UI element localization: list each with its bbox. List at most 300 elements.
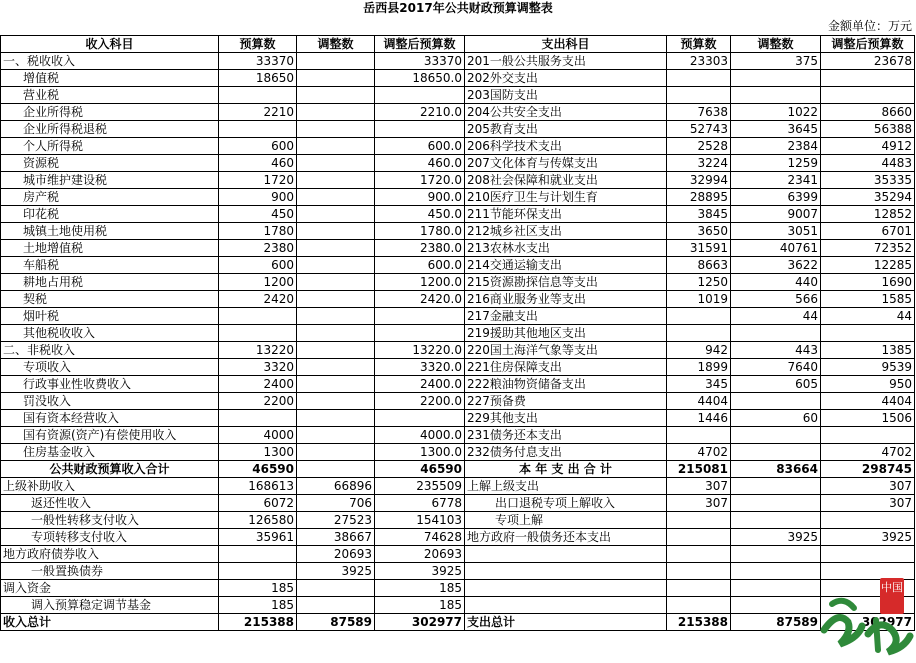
cell-expense-budget xyxy=(667,512,731,529)
cell-income-budget xyxy=(219,87,297,104)
cell-expense-adjust xyxy=(731,546,821,563)
table-row xyxy=(1,597,915,614)
cell-expense-after: 4404 xyxy=(821,393,915,410)
cell-expense-after xyxy=(821,512,915,529)
cell-expense-item: 211节能环保支出 xyxy=(465,206,667,223)
table-row xyxy=(1,189,915,206)
cell-expense-adjust xyxy=(731,478,821,495)
cell-expense-item: 205教育支出 xyxy=(465,121,667,138)
table-row xyxy=(1,325,915,342)
cell-expense-item: 212城乡社区支出 xyxy=(465,223,667,240)
cell-expense-adjust: 443 xyxy=(731,342,821,359)
cell-expense-adjust: 1022 xyxy=(731,104,821,121)
cell-income-adjust xyxy=(297,121,375,138)
cell-expense-adjust xyxy=(731,325,821,342)
cell-income-after: 46590 xyxy=(375,461,465,478)
cell-expense-item: 201一般公共服务支出 xyxy=(465,53,667,70)
cell-income-after xyxy=(375,410,465,427)
cell-expense-after xyxy=(821,70,915,87)
cell-income-item: 调入资金 xyxy=(1,580,219,597)
cell-income-after: 2400.0 xyxy=(375,376,465,393)
cell-expense-adjust: 40761 xyxy=(731,240,821,257)
cell-income-after: 2420.0 xyxy=(375,291,465,308)
cell-income-item: 收入总计 xyxy=(1,614,219,631)
cell-income-after: 154103 xyxy=(375,512,465,529)
cell-income-budget xyxy=(219,308,297,325)
cell-income-budget xyxy=(219,325,297,342)
cell-expense-budget xyxy=(667,87,731,104)
cell-income-after: 33370 xyxy=(375,53,465,70)
cell-income-adjust xyxy=(297,104,375,121)
cell-expense-item: 227预备费 xyxy=(465,393,667,410)
table-row xyxy=(1,342,915,359)
cell-expense-item: 202外交支出 xyxy=(465,70,667,87)
cell-expense-item xyxy=(465,580,667,597)
cell-income-budget: 2210 xyxy=(219,104,297,121)
cell-expense-after: 35294 xyxy=(821,189,915,206)
cell-income-adjust: 20693 xyxy=(297,546,375,563)
table-row xyxy=(1,461,915,478)
cell-expense-after: 9539 xyxy=(821,359,915,376)
cell-income-item: 地方政府债券收入 xyxy=(1,546,219,563)
cell-expense-after: 302977 xyxy=(821,614,915,631)
cell-expense-adjust: 3051 xyxy=(731,223,821,240)
cell-expense-after: 3925 xyxy=(821,529,915,546)
cell-income-item: 行政事业性收费收入 xyxy=(1,376,219,393)
cell-income-item: 企业所得税退税 xyxy=(1,121,219,138)
cell-expense-item: 219援助其他地区支出 xyxy=(465,325,667,342)
cell-income-budget: 13220 xyxy=(219,342,297,359)
cell-expense-budget: 215388 xyxy=(667,614,731,631)
cell-expense-adjust xyxy=(731,444,821,461)
table-row xyxy=(1,546,915,563)
cell-income-adjust xyxy=(297,53,375,70)
cell-expense-item: 221住房保障支出 xyxy=(465,359,667,376)
cell-income-adjust xyxy=(297,461,375,478)
cell-expense-adjust xyxy=(731,597,821,614)
cell-income-item: 上级补助收入 xyxy=(1,478,219,495)
cell-expense-after: 4483 xyxy=(821,155,915,172)
table-row xyxy=(1,512,915,529)
cell-expense-item: 207文化体育与传媒支出 xyxy=(465,155,667,172)
cell-expense-adjust xyxy=(731,512,821,529)
table-row xyxy=(1,172,915,189)
cell-expense-budget: 31591 xyxy=(667,240,731,257)
cell-expense-after: 12285 xyxy=(821,257,915,274)
cell-expense-adjust xyxy=(731,495,821,512)
cell-expense-after: 950 xyxy=(821,376,915,393)
cell-expense-adjust: 2384 xyxy=(731,138,821,155)
cell-expense-after: 307 xyxy=(821,495,915,512)
cell-income-budget: 185 xyxy=(219,597,297,614)
cell-income-adjust xyxy=(297,291,375,308)
cell-expense-budget: 1446 xyxy=(667,410,731,427)
cell-income-item: 契税 xyxy=(1,291,219,308)
cell-income-adjust: 66896 xyxy=(297,478,375,495)
header-row xyxy=(1,36,915,53)
cell-income-budget xyxy=(219,121,297,138)
cell-income-item: 公共财政预算收入合计 xyxy=(1,461,219,478)
cell-income-adjust xyxy=(297,308,375,325)
cell-expense-budget xyxy=(667,427,731,444)
budget-table xyxy=(0,35,915,631)
cell-income-adjust: 3925 xyxy=(297,563,375,580)
cell-income-after: 450.0 xyxy=(375,206,465,223)
cell-income-budget: 2380 xyxy=(219,240,297,257)
cell-income-item: 国有资本经营收入 xyxy=(1,410,219,427)
cell-expense-item: 支出总计 xyxy=(465,614,667,631)
cell-expense-adjust: 2341 xyxy=(731,172,821,189)
cell-income-after: 3320.0 xyxy=(375,359,465,376)
cell-income-budget xyxy=(219,563,297,580)
cell-expense-adjust xyxy=(731,393,821,410)
cell-expense-item: 222粮油物资储备支出 xyxy=(465,376,667,393)
cell-income-after: 2380.0 xyxy=(375,240,465,257)
cell-income-adjust xyxy=(297,87,375,104)
cell-income-adjust xyxy=(297,444,375,461)
cell-expense-budget: 3650 xyxy=(667,223,731,240)
cell-income-budget: 126580 xyxy=(219,512,297,529)
cell-expense-budget xyxy=(667,580,731,597)
cell-income-item: 其他税收收入 xyxy=(1,325,219,342)
cell-income-after: 185 xyxy=(375,597,465,614)
cell-income-budget: 460 xyxy=(219,155,297,172)
cell-income-budget: 33370 xyxy=(219,53,297,70)
cell-income-after: 1200.0 xyxy=(375,274,465,291)
cell-expense-budget: 2528 xyxy=(667,138,731,155)
cell-expense-after: 298745 xyxy=(821,461,915,478)
cell-income-budget: 600 xyxy=(219,257,297,274)
cell-expense-budget xyxy=(667,546,731,563)
cell-expense-item: 215资源勘探信息等支出 xyxy=(465,274,667,291)
cell-expense-adjust: 7640 xyxy=(731,359,821,376)
cell-expense-item: 专项上解 xyxy=(465,512,667,529)
cell-income-adjust xyxy=(297,172,375,189)
cell-expense-after: 1690 xyxy=(821,274,915,291)
cell-expense-item: 220国土海洋气象等支出 xyxy=(465,342,667,359)
cell-income-budget xyxy=(219,410,297,427)
cell-expense-after: 8660 xyxy=(821,104,915,121)
cell-income-after: 6778 xyxy=(375,495,465,512)
cell-income-item: 增值税 xyxy=(1,70,219,87)
cell-income-budget xyxy=(219,546,297,563)
cell-expense-item xyxy=(465,563,667,580)
cell-expense-after: 4702 xyxy=(821,444,915,461)
cell-income-item: 专项收入 xyxy=(1,359,219,376)
cell-income-item: 国有资源(资产)有偿使用收入 xyxy=(1,427,219,444)
cell-expense-item: 214交通运输支出 xyxy=(465,257,667,274)
cell-income-adjust xyxy=(297,274,375,291)
cell-expense-item: 204公共安全支出 xyxy=(465,104,667,121)
cell-expense-budget: 28895 xyxy=(667,189,731,206)
cell-income-item: 耕地占用税 xyxy=(1,274,219,291)
table-row xyxy=(1,563,915,580)
cell-income-item: 城市维护建设税 xyxy=(1,172,219,189)
cell-income-after: 235509 xyxy=(375,478,465,495)
cell-income-budget: 168613 xyxy=(219,478,297,495)
cell-income-budget: 600 xyxy=(219,138,297,155)
cell-expense-after: 4912 xyxy=(821,138,915,155)
cell-expense-adjust: 83664 xyxy=(731,461,821,478)
cell-income-adjust xyxy=(297,240,375,257)
cell-expense-item: 203国防支出 xyxy=(465,87,667,104)
cell-expense-item: 地方政府一般债务还本支出 xyxy=(465,529,667,546)
cell-income-adjust: 38667 xyxy=(297,529,375,546)
cell-expense-after xyxy=(821,87,915,104)
cell-expense-budget: 4404 xyxy=(667,393,731,410)
cell-expense-item: 本 年 支 出 合 计 xyxy=(465,461,667,478)
table-row xyxy=(1,138,915,155)
cell-income-item: 调入预算稳定调节基金 xyxy=(1,597,219,614)
cell-expense-item xyxy=(465,546,667,563)
table-row xyxy=(1,376,915,393)
cell-expense-budget: 23303 xyxy=(667,53,731,70)
cell-income-item: 企业所得税 xyxy=(1,104,219,121)
table-row xyxy=(1,291,915,308)
cell-income-after: 900.0 xyxy=(375,189,465,206)
table-row xyxy=(1,223,915,240)
cell-income-item: 城镇土地使用税 xyxy=(1,223,219,240)
cell-income-adjust xyxy=(297,359,375,376)
cell-expense-adjust: 44 xyxy=(731,308,821,325)
header-expense-item: 支出科目 xyxy=(465,36,667,53)
header-expense-after: 调整后预算数 xyxy=(821,36,915,53)
cell-income-after: 302977 xyxy=(375,614,465,631)
cell-income-budget: 2400 xyxy=(219,376,297,393)
table-row xyxy=(1,580,915,597)
cell-income-adjust xyxy=(297,580,375,597)
header-expense-adjust: 调整数 xyxy=(731,36,821,53)
cell-income-after: 1780.0 xyxy=(375,223,465,240)
cell-income-after: 460.0 xyxy=(375,155,465,172)
cell-expense-budget xyxy=(667,325,731,342)
cell-income-after: 3925 xyxy=(375,563,465,580)
cell-income-adjust xyxy=(297,257,375,274)
cell-expense-adjust: 6399 xyxy=(731,189,821,206)
cell-expense-item: 上解上级支出 xyxy=(465,478,667,495)
table-row xyxy=(1,427,915,444)
cell-income-after: 13220.0 xyxy=(375,342,465,359)
cell-expense-after: 23678 xyxy=(821,53,915,70)
cell-expense-after xyxy=(821,325,915,342)
cell-income-after: 20693 xyxy=(375,546,465,563)
cell-expense-adjust: 566 xyxy=(731,291,821,308)
cell-income-adjust xyxy=(297,70,375,87)
cell-expense-item: 231债务还本支出 xyxy=(465,427,667,444)
cell-income-item: 烟叶税 xyxy=(1,308,219,325)
cell-income-item: 一般置换债券 xyxy=(1,563,219,580)
cell-income-item: 二、非税收入 xyxy=(1,342,219,359)
cell-expense-item: 217金融支出 xyxy=(465,308,667,325)
header-income-after: 调整后预算数 xyxy=(375,36,465,53)
cell-income-adjust xyxy=(297,189,375,206)
cell-expense-item: 213农林水支出 xyxy=(465,240,667,257)
cell-expense-budget: 345 xyxy=(667,376,731,393)
cell-income-after xyxy=(375,121,465,138)
cell-expense-adjust: 60 xyxy=(731,410,821,427)
cell-income-after xyxy=(375,325,465,342)
cell-income-after: 600.0 xyxy=(375,138,465,155)
table-row xyxy=(1,206,915,223)
cell-expense-budget xyxy=(667,529,731,546)
cell-expense-adjust xyxy=(731,580,821,597)
cell-income-after: 4000.0 xyxy=(375,427,465,444)
cell-expense-adjust: 3645 xyxy=(731,121,821,138)
cell-income-adjust xyxy=(297,325,375,342)
table-row xyxy=(1,257,915,274)
cell-income-after xyxy=(375,308,465,325)
cell-expense-item: 210医疗卫生与计划生育 xyxy=(465,189,667,206)
table-row xyxy=(1,359,915,376)
header-income-item: 收入科目 xyxy=(1,36,219,53)
cell-income-item: 专项转移支付收入 xyxy=(1,529,219,546)
cell-income-budget: 1720 xyxy=(219,172,297,189)
cell-expense-budget: 32994 xyxy=(667,172,731,189)
table-row xyxy=(1,495,915,512)
cell-income-budget: 2200 xyxy=(219,393,297,410)
cell-expense-after: 307 xyxy=(821,478,915,495)
cell-income-adjust xyxy=(297,410,375,427)
cell-income-budget: 46590 xyxy=(219,461,297,478)
cell-income-budget: 3320 xyxy=(219,359,297,376)
cell-expense-budget: 8663 xyxy=(667,257,731,274)
cell-income-item: 土地增值税 xyxy=(1,240,219,257)
cell-income-adjust xyxy=(297,342,375,359)
cell-expense-after: 56388 xyxy=(821,121,915,138)
cell-income-item: 车船税 xyxy=(1,257,219,274)
cell-income-budget: 1780 xyxy=(219,223,297,240)
cell-income-after xyxy=(375,87,465,104)
cell-income-after: 600.0 xyxy=(375,257,465,274)
cell-expense-budget: 1250 xyxy=(667,274,731,291)
cell-income-adjust xyxy=(297,206,375,223)
header-expense-budget: 预算数 xyxy=(667,36,731,53)
cell-income-budget: 900 xyxy=(219,189,297,206)
cell-income-after: 2200.0 xyxy=(375,393,465,410)
cell-income-item: 营业税 xyxy=(1,87,219,104)
table-row xyxy=(1,308,915,325)
table-row xyxy=(1,614,915,631)
cell-income-adjust xyxy=(297,427,375,444)
cell-income-budget: 1300 xyxy=(219,444,297,461)
cell-expense-adjust: 3622 xyxy=(731,257,821,274)
cell-income-budget: 4000 xyxy=(219,427,297,444)
header-income-adjust: 调整数 xyxy=(297,36,375,53)
cell-income-budget: 18650 xyxy=(219,70,297,87)
cell-income-item: 罚没收入 xyxy=(1,393,219,410)
cell-expense-adjust xyxy=(731,70,821,87)
cell-income-item: 住房基金收入 xyxy=(1,444,219,461)
cell-income-budget: 450 xyxy=(219,206,297,223)
cell-expense-budget: 4702 xyxy=(667,444,731,461)
cell-income-adjust: 706 xyxy=(297,495,375,512)
cell-expense-item: 216商业服务业等支出 xyxy=(465,291,667,308)
cell-expense-adjust: 9007 xyxy=(731,206,821,223)
cell-expense-adjust: 1259 xyxy=(731,155,821,172)
cell-expense-budget: 307 xyxy=(667,478,731,495)
header-income-budget: 预算数 xyxy=(219,36,297,53)
cell-income-adjust xyxy=(297,223,375,240)
cell-expense-item: 206科学技术支出 xyxy=(465,138,667,155)
cell-expense-item xyxy=(465,597,667,614)
cell-expense-item: 232债务付息支出 xyxy=(465,444,667,461)
cell-expense-budget: 3845 xyxy=(667,206,731,223)
cell-expense-budget: 3224 xyxy=(667,155,731,172)
cell-expense-budget: 7638 xyxy=(667,104,731,121)
cell-expense-budget: 215081 xyxy=(667,461,731,478)
cell-expense-adjust xyxy=(731,427,821,444)
cell-expense-after: 72352 xyxy=(821,240,915,257)
cell-income-budget: 2420 xyxy=(219,291,297,308)
table-row xyxy=(1,53,915,70)
table-row xyxy=(1,240,915,257)
cell-income-after: 74628 xyxy=(375,529,465,546)
cell-income-item: 一、税收收入 xyxy=(1,53,219,70)
cell-income-item: 返还性收入 xyxy=(1,495,219,512)
cell-expense-budget xyxy=(667,308,731,325)
cell-expense-budget: 52743 xyxy=(667,121,731,138)
cell-income-adjust xyxy=(297,155,375,172)
cell-income-item: 个人所得税 xyxy=(1,138,219,155)
table-row xyxy=(1,121,915,138)
cell-expense-item: 出口退税专项上解收入 xyxy=(465,495,667,512)
table-row xyxy=(1,444,915,461)
cell-expense-adjust: 375 xyxy=(731,53,821,70)
cell-expense-budget: 942 xyxy=(667,342,731,359)
cell-income-budget: 6072 xyxy=(219,495,297,512)
cell-income-adjust xyxy=(297,393,375,410)
cell-income-budget: 185 xyxy=(219,580,297,597)
cell-income-budget: 215388 xyxy=(219,614,297,631)
cell-expense-adjust: 3925 xyxy=(731,529,821,546)
cell-income-after: 18650.0 xyxy=(375,70,465,87)
cell-income-item: 印花税 xyxy=(1,206,219,223)
cell-expense-after: 35335 xyxy=(821,172,915,189)
table-row xyxy=(1,155,915,172)
table-row xyxy=(1,274,915,291)
cell-income-after: 2210.0 xyxy=(375,104,465,121)
cell-expense-after: 12852 xyxy=(821,206,915,223)
cell-income-budget: 1200 xyxy=(219,274,297,291)
cell-expense-item: 208社会保障和就业支出 xyxy=(465,172,667,189)
cell-income-budget: 35961 xyxy=(219,529,297,546)
cell-income-after: 185 xyxy=(375,580,465,597)
cell-expense-adjust: 605 xyxy=(731,376,821,393)
table-row xyxy=(1,87,915,104)
cell-income-after: 1300.0 xyxy=(375,444,465,461)
table-row xyxy=(1,70,915,87)
table-row xyxy=(1,529,915,546)
cell-expense-after: 44 xyxy=(821,308,915,325)
cell-expense-item: 229其他支出 xyxy=(465,410,667,427)
cell-expense-budget xyxy=(667,70,731,87)
cell-income-item: 房产税 xyxy=(1,189,219,206)
cell-expense-after: 1385 xyxy=(821,342,915,359)
cell-expense-adjust: 87589 xyxy=(731,614,821,631)
cell-expense-after: 6701 xyxy=(821,223,915,240)
seal-stamp: 中国 xyxy=(880,578,904,614)
cell-expense-adjust: 440 xyxy=(731,274,821,291)
cell-income-adjust: 27523 xyxy=(297,512,375,529)
cell-expense-after: 1585 xyxy=(821,291,915,308)
table-row xyxy=(1,104,915,121)
page-title: 岳西县2017年公共财政预算调整表 xyxy=(363,1,553,15)
cell-expense-adjust xyxy=(731,563,821,580)
cell-income-item: 资源税 xyxy=(1,155,219,172)
cell-income-adjust xyxy=(297,597,375,614)
cell-income-item: 一般性转移支付收入 xyxy=(1,512,219,529)
cell-expense-budget xyxy=(667,563,731,580)
